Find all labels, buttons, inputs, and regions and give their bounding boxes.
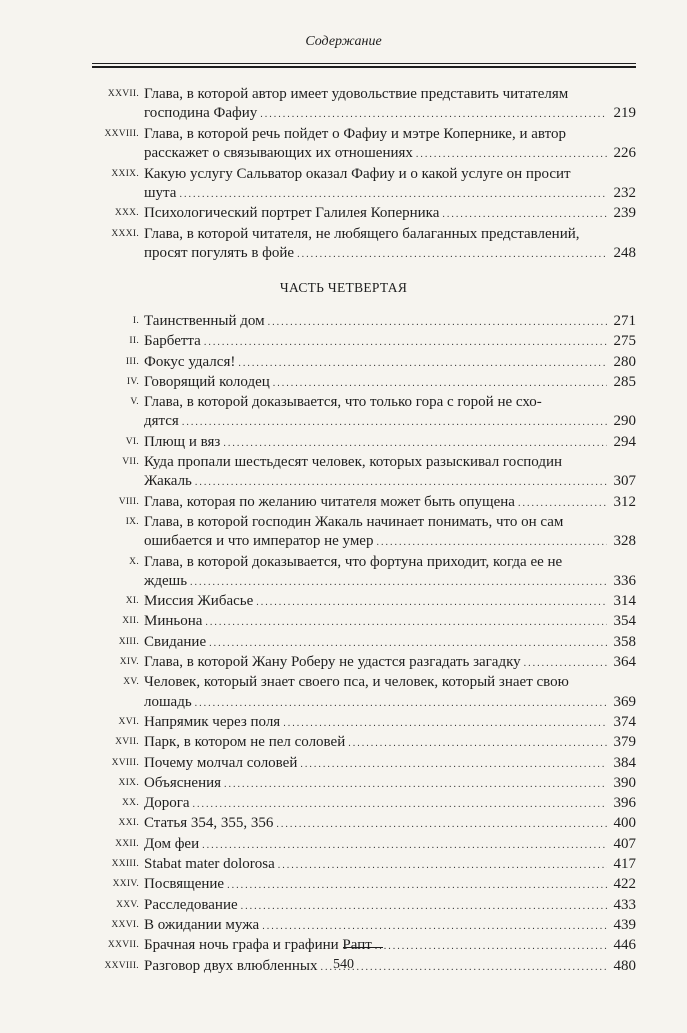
page-reference: 358: [613, 633, 636, 650]
chapter-title-line: Куда пропали шестьдесят человек, которых разыскивал господин: [144, 454, 563, 471]
chapter-title-line: Парк, в котором не пел соловей: [144, 734, 346, 751]
footer-rule: [343, 947, 383, 948]
page-reference: 290: [613, 413, 636, 430]
toc-entry: [92, 673, 636, 713]
dot-leader: [195, 694, 607, 713]
chapter-number: XXIII.: [111, 859, 139, 870]
dot-leader: [348, 734, 607, 753]
toc-entry: [92, 612, 636, 632]
page-reference: 390: [613, 774, 636, 791]
dot-leader: [297, 245, 607, 264]
chapter-number: II.: [129, 336, 139, 347]
page-reference: 417: [613, 856, 636, 873]
chapter-title-line: Объяснения: [144, 774, 222, 791]
chapter-number: XXIX.: [111, 168, 139, 179]
chapter-number: VII.: [122, 457, 139, 468]
toc-entry: [92, 393, 636, 433]
chapter-title-line: Статья 354, 355, 356: [144, 815, 274, 832]
chapter-number: VIII.: [118, 496, 139, 507]
page-reference: 384: [613, 754, 636, 771]
dot-leader: [300, 755, 607, 774]
dot-leader: [238, 354, 607, 373]
chapter-title-line: Миньона: [144, 613, 203, 630]
chapter-number: XXX.: [114, 208, 139, 219]
dot-leader: [268, 313, 607, 332]
page-reference: 364: [613, 654, 636, 671]
chapter-title-line: Дом феи: [144, 835, 200, 852]
toc-entry: [92, 875, 636, 895]
chapter-title-line: Глава, в которой господин Жакаль начинает понимать, что он сам: [144, 513, 564, 530]
toc-entry: [92, 453, 636, 493]
chapter-number: XVIII.: [111, 757, 139, 768]
page-reference: 280: [613, 353, 636, 370]
page-reference: 312: [613, 493, 636, 510]
dot-leader: [241, 897, 607, 916]
page-reference: 446: [613, 937, 636, 954]
chapter-title-line: Расследование: [144, 896, 238, 913]
dot-leader: [179, 185, 607, 204]
chapter-title-line: Глава, в которой доказывается, что фортуна приходит, когда ее не: [144, 553, 563, 570]
chapter-title-line: лошадь: [144, 693, 192, 710]
toc-entry: [92, 553, 636, 593]
chapter-title-line: Таинственный дом: [144, 313, 265, 329]
chapter-number: XV.: [123, 677, 139, 688]
dot-leader: [273, 374, 607, 393]
toc-entry: [92, 353, 636, 373]
page-reference: 307: [613, 473, 636, 490]
chapter-title-line: господина Фафиу: [144, 105, 258, 122]
chapter-number: XXVII.: [107, 89, 139, 99]
toc-entry: [92, 916, 636, 936]
toc-entry: [92, 774, 636, 794]
dot-leader: [205, 613, 607, 632]
toc-entry: [92, 332, 636, 352]
chapter-title-line: Глава, которая по желанию читателя может быть опущена: [144, 493, 515, 510]
dot-leader: [202, 836, 607, 855]
dot-leader: [283, 714, 607, 733]
page-number: 540: [333, 957, 354, 972]
page-reference: 219: [613, 105, 636, 122]
toc-entry: [92, 433, 636, 453]
page-reference: 369: [613, 693, 636, 710]
page-reference: 314: [613, 593, 636, 610]
chapter-title-line: Посвящение: [144, 876, 225, 893]
page-reference: 271: [613, 313, 636, 329]
page-reference: 294: [613, 433, 636, 450]
chapter-title-line: Человек, который знает своего пса, и человек, который знает свою: [144, 674, 569, 691]
chapter-number: XI.: [125, 596, 139, 607]
page-reference: 439: [613, 916, 636, 933]
chapter-title-line: просят погулять в фойе: [144, 245, 295, 262]
toc-entry: [92, 855, 636, 875]
chapter-title-line: Глава, в которой речь пойдет о Фафиу и мэтре Копернике, и автор: [144, 125, 566, 142]
page-reference: 328: [613, 533, 636, 550]
chapter-title-line: Психологический портрет Галилея Коперника: [144, 205, 440, 222]
chapter-title-line: Барбетта: [144, 333, 201, 350]
page-reference: 285: [613, 373, 636, 390]
toc-entry: [92, 373, 636, 393]
dot-leader: [442, 205, 607, 224]
chapter-number: XXVII.: [107, 940, 139, 951]
chapter-number: XXVIII.: [104, 960, 139, 971]
header-rule-thick: [92, 66, 636, 68]
chapter-number: I.: [132, 316, 139, 326]
page-reference: 232: [613, 184, 636, 201]
toc-entry: [92, 85, 636, 125]
dot-leader: [375, 937, 607, 956]
dot-leader: [209, 634, 607, 653]
page-reference: 379: [613, 734, 636, 751]
running-head: Содержание: [305, 34, 382, 49]
chapter-number: XVI.: [118, 716, 139, 727]
chapter-title-line: В ожидании мужа: [144, 916, 260, 933]
toc-entry: [92, 165, 636, 205]
chapter-title-line: Глава, в которой автор имеет удовольствие представить читателям: [144, 86, 569, 102]
toc-entry: [92, 653, 636, 673]
toc-entry: [92, 125, 636, 165]
toc-entry: [92, 896, 636, 916]
toc-section-previous: [92, 85, 636, 265]
chapter-number: XIX.: [118, 777, 139, 788]
dot-leader: [524, 654, 607, 673]
chapter-number: III.: [125, 356, 139, 367]
chapter-title-line: Фокус удался!: [144, 353, 236, 370]
chapter-number: XXI.: [118, 818, 139, 829]
dot-leader: [278, 856, 607, 875]
dot-leader: [256, 593, 607, 612]
page-reference: 374: [613, 713, 636, 730]
chapter-number: XX.: [122, 798, 139, 809]
chapter-title-line: расскажет о связывающих их отношениях: [144, 145, 413, 162]
page-reference: 226: [613, 145, 636, 162]
page-reference: 400: [613, 815, 636, 832]
chapter-title-line: Жакаль: [144, 473, 192, 490]
chapter-title-line: Почему молчал соловей: [144, 754, 298, 771]
page-reference: 480: [613, 957, 636, 974]
chapter-number: IV.: [126, 376, 139, 387]
dot-leader: [376, 533, 607, 552]
toc-entry: [92, 713, 636, 733]
toc-entry: [92, 794, 636, 814]
dot-leader: [195, 473, 607, 492]
toc-section-part-four: [92, 312, 636, 977]
chapter-number: XXVIII.: [104, 128, 139, 139]
dot-leader: [193, 795, 607, 814]
toc-entry: [92, 592, 636, 612]
page-reference: 354: [613, 613, 636, 630]
page-reference: 239: [613, 205, 636, 222]
chapter-number: IX.: [125, 516, 139, 527]
chapter-title-line: Миссия Жибасье: [144, 593, 254, 610]
chapter-title-line: Говорящий колодец: [144, 373, 270, 390]
dot-leader: [223, 434, 607, 453]
page-reference: 407: [613, 835, 636, 852]
toc-entry: [92, 513, 636, 553]
dot-leader: [190, 573, 607, 592]
chapter-number: XIII.: [118, 636, 139, 647]
chapter-title-line: Плющ и вяз: [144, 433, 221, 450]
chapter-number: XXVI.: [111, 919, 139, 930]
chapter-title-line: ждешь: [144, 572, 188, 589]
toc-entry: [92, 204, 636, 224]
dot-leader: [224, 775, 607, 794]
chapter-number: X.: [129, 556, 139, 567]
toc-entry: [92, 312, 636, 332]
chapter-title-line: дятся: [144, 413, 179, 430]
toc-entry: [92, 493, 636, 513]
dot-leader: [204, 333, 607, 352]
dot-leader: [260, 105, 607, 124]
chapter-number: XXXI.: [111, 228, 139, 239]
chapter-number: VI.: [125, 436, 139, 447]
chapter-title-line: Разговор двух влюбленных: [144, 957, 318, 974]
chapter-title-line: Дорога: [144, 795, 190, 812]
chapter-number: XXIV.: [112, 879, 139, 890]
chapter-title-line: шута: [144, 184, 177, 201]
section-heading: ЧАСТЬ ЧЕТВЕРТАЯ: [279, 280, 408, 295]
chapter-title-line: Какую услугу Сальватор оказал Фафиу и о какой услуге он просит: [144, 165, 571, 182]
dot-leader: [276, 815, 607, 834]
toc-entry: [92, 835, 636, 855]
toc-entry: [92, 633, 636, 653]
toc-entry: [92, 733, 636, 753]
page-reference: 248: [613, 245, 636, 262]
dot-leader: [518, 494, 607, 513]
chapter-title-line: ошибается и что император не умер: [144, 533, 374, 550]
chapter-number: XIV.: [119, 657, 139, 668]
dot-leader: [227, 876, 607, 895]
chapter-title-line: Глава, в которой читателя, не любящего балаганных представлений,: [144, 225, 580, 242]
page-reference: 422: [613, 876, 636, 893]
chapter-title-line: Глава, в которой доказывается, что только гора с горой не схо-: [144, 394, 542, 411]
chapter-title-line: Напрямик через поля: [144, 713, 281, 730]
chapter-title-line: Свидание: [144, 633, 207, 650]
page-reference: 433: [613, 896, 636, 913]
chapter-number: XXII.: [115, 838, 139, 849]
chapter-number: XII.: [122, 616, 139, 627]
dot-leader: [416, 145, 607, 164]
dot-leader: [262, 917, 607, 936]
page-reference: 396: [613, 795, 636, 812]
chapter-number: V.: [130, 397, 139, 408]
toc-entry: [92, 754, 636, 774]
page-reference: 336: [613, 572, 636, 589]
chapter-title-line: Stabat mater dolorosa: [144, 856, 275, 873]
header-rule-thin: [92, 63, 636, 64]
toc-entry: [92, 814, 636, 834]
dot-leader: [182, 413, 607, 432]
page-reference: 275: [613, 333, 636, 350]
chapter-title-line: Брачная ночь графа и графини Рапт: [144, 937, 372, 954]
toc-entry: [92, 225, 636, 265]
chapter-number: XXV.: [116, 899, 139, 910]
chapter-number: XVII.: [115, 737, 139, 748]
chapter-title-line: Глава, в которой Жану Роберу не удастся разгадать загадку: [144, 654, 521, 671]
